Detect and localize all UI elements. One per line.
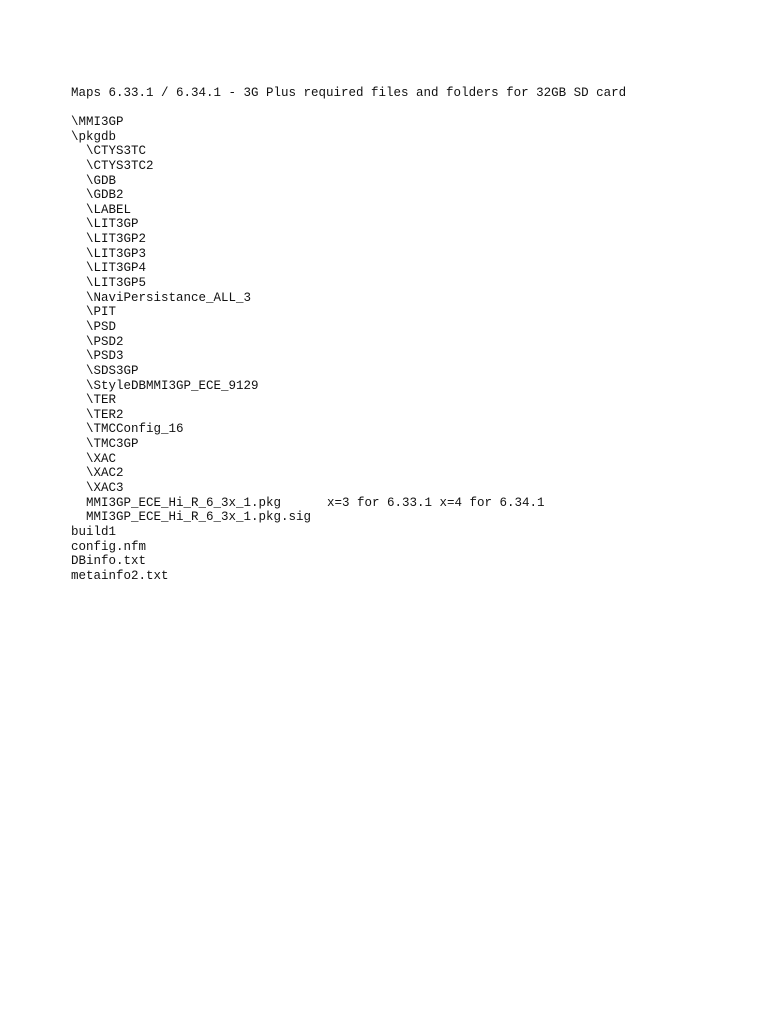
folder-entry — [71, 188, 731, 203]
folder-entry — [71, 247, 731, 262]
entry-name: MMI3GP_ECE_Hi_R_6_3x_1.pkg.sig — [86, 510, 312, 525]
folder-entry — [71, 144, 731, 159]
folder-entry — [71, 422, 731, 437]
file-list — [71, 115, 731, 584]
entry-name: \XAC — [86, 451, 117, 466]
file-entry — [71, 540, 731, 555]
entry-name: \MMI3GP — [71, 115, 124, 129]
entry-name: \StyleDBMMI3GP_ECE_9129 — [86, 378, 259, 393]
folder-entry — [71, 364, 731, 379]
entry-name: \LIT3GP — [86, 217, 139, 232]
entry-name: \TMCConfig_16 — [86, 422, 184, 437]
folder-entry — [71, 305, 731, 320]
folder-entry — [71, 379, 731, 394]
entry-name: \pkgdb — [71, 129, 117, 144]
folder-entry — [71, 291, 731, 306]
entry-name: \LIT3GP5 — [86, 276, 147, 291]
folder-entry — [71, 437, 731, 452]
entry-name: \LIT3GP2 — [86, 232, 147, 247]
folder-entry — [71, 349, 731, 364]
folder-entry — [71, 232, 731, 247]
folder-entry — [71, 261, 731, 276]
folder-entry — [71, 466, 731, 481]
entry-name: config.nfm — [71, 539, 147, 554]
entry-name: \GDB2 — [86, 188, 124, 203]
folder-entry — [71, 130, 731, 145]
entry-name: build1 — [71, 524, 117, 539]
entry-name: \LABEL — [86, 202, 132, 217]
folder-entry — [71, 452, 731, 467]
folder-entry — [71, 276, 731, 291]
document-title: Maps 6.33.1 / 6.34.1 - 3G Plus required files and folders for 32GB SD card — [71, 86, 627, 100]
entry-name: \PIT — [86, 305, 117, 320]
entry-name: \SDS3GP — [86, 363, 139, 378]
file-entry — [71, 496, 731, 511]
file-entry — [71, 510, 731, 525]
folder-entry — [71, 203, 731, 218]
folder-entry — [71, 320, 731, 335]
entry-name: \XAC2 — [86, 466, 124, 481]
file-entry — [71, 525, 731, 540]
entry-name: \PSD3 — [86, 349, 124, 364]
file-entry — [71, 554, 731, 569]
blank-line — [71, 101, 731, 115]
entry-name: \TER — [86, 393, 117, 408]
entry-name: \PSD — [86, 319, 117, 334]
entry-name: metainfo2.txt — [71, 568, 169, 583]
document-page — [71, 86, 731, 584]
entry-name: \GDB — [86, 173, 117, 188]
entry-name: \LIT3GP4 — [86, 261, 147, 276]
entry-name: \TER2 — [86, 407, 124, 422]
entry-name: \NaviPersistance_ALL_3 — [86, 290, 252, 305]
entry-name: \CTYS3TC — [86, 144, 147, 159]
file-entry — [71, 569, 731, 584]
version-note: x=3 for 6.33.1 x=4 for 6.34.1 — [327, 495, 545, 510]
folder-entry — [71, 159, 731, 174]
folder-entry — [71, 174, 731, 189]
entry-name: \TMC3GP — [86, 437, 139, 452]
folder-entry — [71, 217, 731, 232]
folder-entry — [71, 335, 731, 350]
entry-name: DBinfo.txt — [71, 554, 147, 569]
entry-name: \XAC3 — [86, 481, 124, 496]
entry-name: \PSD2 — [86, 334, 124, 349]
folder-entry — [71, 481, 731, 496]
entry-name: \LIT3GP3 — [86, 246, 147, 261]
entry-name: MMI3GP_ECE_Hi_R_6_3x_1.pkg — [86, 495, 282, 510]
folder-entry — [71, 115, 731, 130]
folder-entry — [71, 393, 731, 408]
entry-name: \CTYS3TC2 — [86, 158, 154, 173]
folder-entry — [71, 408, 731, 423]
